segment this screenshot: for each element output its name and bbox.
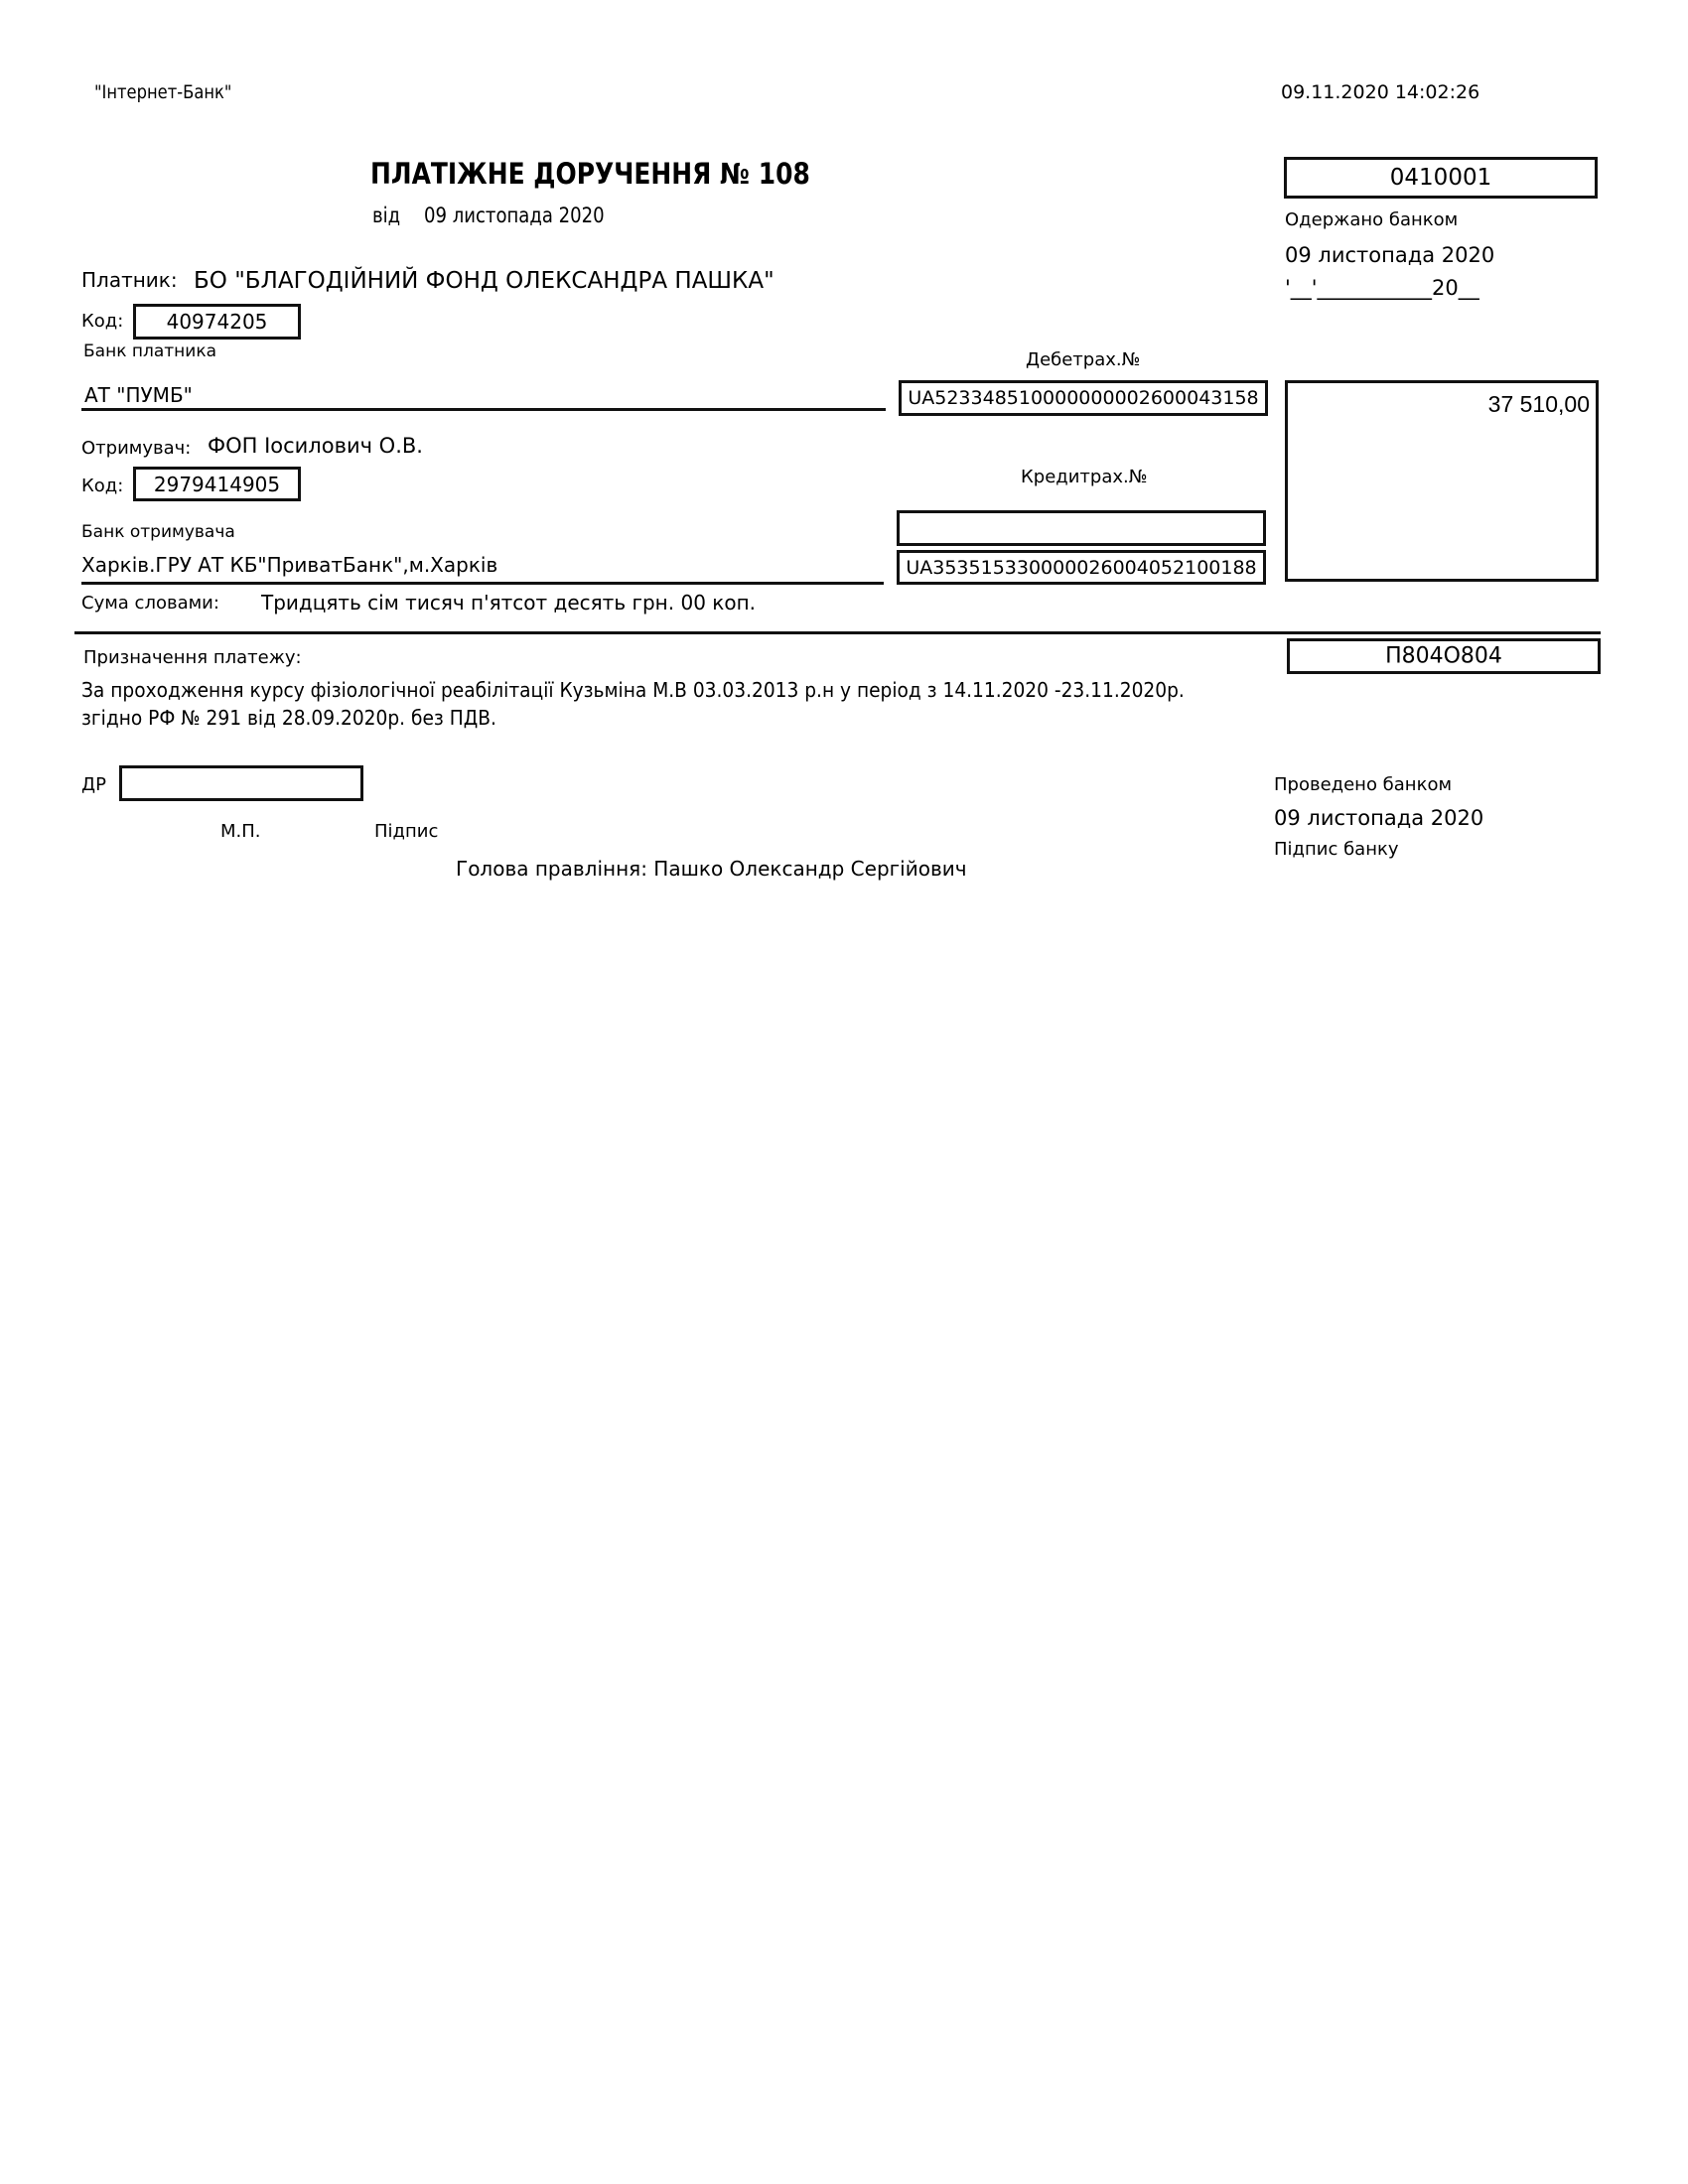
amount-words-label: Сума словами: <box>81 593 219 614</box>
bank-signature-label: Підпис банку <box>1274 839 1399 860</box>
received-blank: '__'___________20__ <box>1285 276 1479 300</box>
payer-label: Платник: <box>81 268 178 292</box>
document-date <box>424 204 633 227</box>
print-timestamp: 09.11.2020 14:02:26 <box>1281 81 1480 103</box>
purpose-label: Призначення платежу: <box>83 647 302 668</box>
recipient-bank: Харків.ГРУ АТ КБ"ПриватБанк",м.Харків <box>81 553 498 577</box>
recipient-label: Отримувач: <box>81 438 192 459</box>
purpose-divider <box>74 631 1601 634</box>
document-title-text: ПЛАТІЖНЕ ДОРУЧЕННЯ № 108 <box>370 157 810 191</box>
form-code: 0410001 <box>1389 165 1492 191</box>
head-signatory: Голова правління: Пашко Олександр Сергійович <box>456 857 967 881</box>
credit-account-box <box>897 550 1266 585</box>
purpose-code: П804О804 <box>1385 643 1502 669</box>
credit-account: UA353515330000026004052100188 <box>906 556 1257 579</box>
purpose-line-1: За проходження курсу фізіологічної реабілітації Кузьміна М.В 03.03.2013 р.н у період з 14.11.2020 -23.11.2020р. <box>81 678 1185 702</box>
recipient-code-label: Код: <box>81 476 124 496</box>
credit-label: Кредитрах.№ <box>1021 467 1148 487</box>
processed-date: 09 листопада 2020 <box>1274 806 1484 830</box>
payer-bank: АТ "ПУМБ" <box>84 383 193 407</box>
amount-words: Тридцять сім тисяч п'ятсот десять грн. 00 коп. <box>261 591 757 614</box>
recipient-code-box <box>133 467 301 501</box>
dr-label: ДР <box>81 774 106 795</box>
amount-box <box>1285 380 1599 582</box>
payer-bank-underline <box>81 408 886 411</box>
received-date: 09 листопада 2020 <box>1285 243 1495 267</box>
document-date-prefix <box>372 204 405 227</box>
purpose-line-2: згідно РФ № 291 від 28.09.2020р. без ПДВ. <box>81 706 496 730</box>
date-text: 09 листопада 2020 <box>424 204 605 227</box>
received-label: Одержано банком <box>1285 209 1459 230</box>
source-label <box>94 81 254 103</box>
stamp-label: М.П. <box>220 821 261 842</box>
date-prefix-text: від <box>372 204 401 227</box>
recipient-code: 2979414905 <box>153 472 281 496</box>
processed-label: Проведено банком <box>1274 774 1453 795</box>
recipient-bank-label: Банк отримувача <box>81 522 235 542</box>
document-title <box>370 157 882 191</box>
form-code-box <box>1284 157 1598 199</box>
recipient-name: ФОП Іосилович О.В. <box>208 434 423 458</box>
payer-code: 40974205 <box>166 310 268 334</box>
payer-code-label: Код: <box>81 311 124 332</box>
signature-label: Підпис <box>374 821 439 842</box>
debit-account: UA523348510000000002600043158 <box>908 387 1259 409</box>
recipient-bank-underline <box>81 582 884 585</box>
debit-label: Дебетрах.№ <box>1026 349 1141 370</box>
purpose-code-box <box>1287 638 1601 674</box>
source-text: "Інтернет-Банк" <box>94 81 232 103</box>
debit-account-box <box>899 380 1268 416</box>
payer-name: БО "БЛАГОДІЙНИЙ ФОНД ОЛЕКСАНДРА ПАШКА" <box>194 268 774 294</box>
dr-box <box>119 765 363 801</box>
credit-extra-box <box>897 510 1266 546</box>
amount-value: 37 510,00 <box>1487 391 1590 417</box>
payer-code-box <box>133 304 301 340</box>
payer-bank-label: Банк платника <box>83 341 217 361</box>
